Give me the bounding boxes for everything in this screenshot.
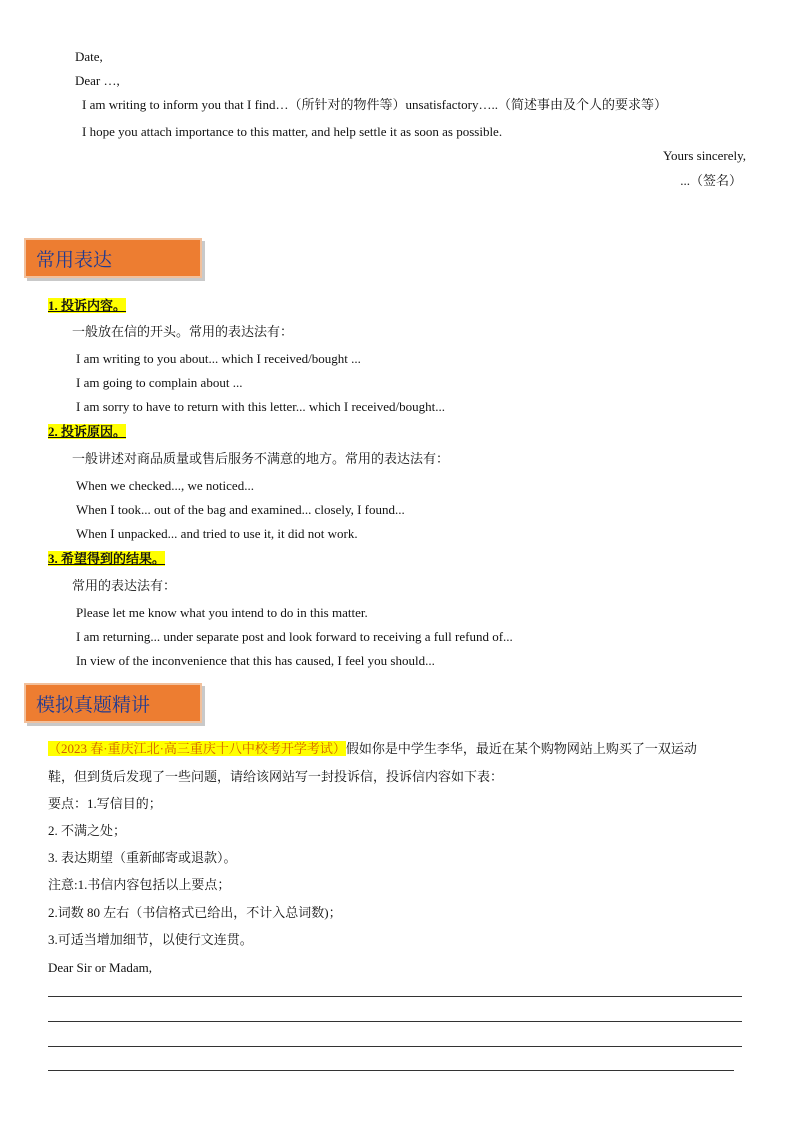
task-note: 3.可适当增加细节，以使行文连贯。 — [48, 932, 253, 947]
answer-writing-line[interactable] — [48, 1070, 734, 1071]
task-point: 要点：1.写信目的； — [48, 796, 162, 811]
expression-line: When I unpacked... and tried to use it, it did not work. — [76, 526, 358, 541]
expression-line: Please let me know what you intend to do in this matter. — [76, 605, 368, 620]
task-point: 3. 表达期望（重新邮寄或退款）。 — [48, 850, 237, 865]
task-point: 2. 不满之处； — [48, 823, 127, 838]
expression-line: In view of the inconvenience that this has caused, I feel you should... — [76, 653, 435, 668]
answer-salutation: Dear Sir or Madam, — [48, 960, 152, 975]
expression-line: I am sorry to have to return with this letter... which I received/bought... — [76, 399, 445, 414]
answer-writing-line[interactable] — [48, 1021, 742, 1022]
item-intro: 一般讲述对商品质量或售后服务不满意的地方。常用的表达法有： — [72, 451, 450, 466]
answer-writing-line[interactable] — [48, 996, 742, 997]
task-prompt-text: 假如你是中学生李华，最近在某个购物网站上购买了一双运动 — [345, 741, 697, 756]
task-prompt-line-2: 鞋，但到货后发现了一些问题，请给该网站写一封投诉信，投诉信内容如下表： — [48, 769, 504, 784]
letter-body-line-2: I hope you attach importance to this matter, and help settle it as soon as possible. — [82, 124, 503, 139]
expression-line: When I took... out of the bag and examined... closely, I found... — [76, 502, 405, 517]
item-heading-text: 1. 投诉内容。 — [48, 298, 127, 313]
item-intro: 常用的表达法有： — [72, 578, 177, 593]
expression-line: I am going to complain about ... — [76, 375, 243, 390]
task-note: 注意:1.书信内容包括以上要点； — [48, 877, 231, 892]
letter-date: Date, — [75, 49, 103, 64]
item-heading-text: 3. 希望得到的结果。 — [48, 551, 166, 566]
item-heading — [48, 551, 165, 567]
section-banner-mock-exam: 模拟真题精讲 — [24, 683, 202, 723]
item-heading — [48, 298, 126, 314]
item-heading-text: 2. 投诉原因。 — [48, 424, 127, 439]
task-prompt-line-1 — [48, 741, 697, 757]
task-source-tag: （2023 春·重庆江北·高三重庆十八中校考开学考试） — [48, 741, 346, 756]
letter-signature: ...（签名） — [680, 173, 742, 188]
section-banner-common-expressions: 常用表达 — [24, 238, 202, 278]
letter-body-line-1: I am writing to inform you that I find…（所针对的物件等）unsatisfactory…..（简述事由及个人的要求等） — [82, 97, 667, 112]
letter-salutation: Dear …, — [75, 73, 120, 88]
item-heading — [48, 424, 126, 440]
item-intro: 一般放在信的开头。常用的表达法有： — [72, 324, 294, 339]
answer-writing-line[interactable] — [48, 1046, 742, 1047]
expression-line: I am returning... under separate post and look forward to receiving a full refund of... — [76, 629, 513, 644]
expression-line: When we checked..., we noticed... — [76, 478, 254, 493]
task-note: 2.词数 80 左右（书信格式已给出，不计入总词数)； — [48, 905, 342, 920]
expression-line: I am writing to you about... which I received/bought ... — [76, 351, 361, 366]
letter-closing: Yours sincerely, — [662, 148, 746, 163]
